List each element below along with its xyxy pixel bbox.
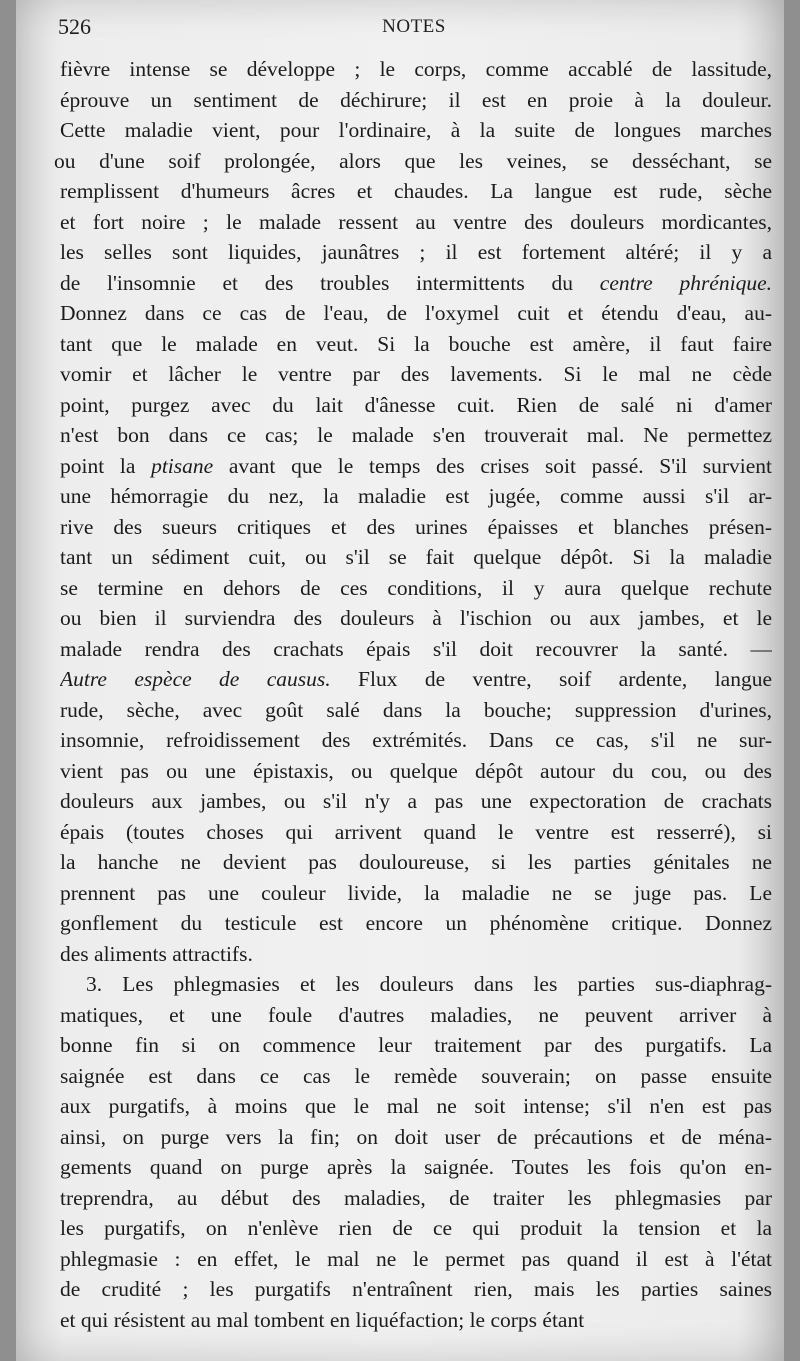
text-line — [60, 451, 772, 482]
text-run: ou d'une soif prolongée, alors que les veines, se desséchant, se — [54, 148, 772, 173]
text-run: gements quand on purge après la saignée. Toutes les fois qu'on en- — [60, 1155, 772, 1179]
text-run: tant que le malade en veut. Si la bouche est amère, il faut faire — [60, 331, 772, 356]
text-run: avant que le temps des crises soit passé. S'il survient — [213, 453, 772, 478]
page-number: 526 — [58, 14, 91, 39]
text-run: 3. Les phlegmasies et les douleurs dans les parties sus-diaphrag- — [86, 972, 772, 996]
italic-text: ptisane — [151, 453, 214, 478]
text-line — [60, 817, 772, 848]
text-line — [60, 1122, 772, 1153]
text-line — [60, 725, 772, 756]
text-line — [60, 1274, 772, 1305]
text-run: Flux de ventre, soif ardente, langue — [330, 667, 772, 691]
text-run: bonne fin si on commence leur traitement par des purgatifs. La — [60, 1033, 772, 1057]
text-line — [60, 878, 772, 909]
text-line — [60, 85, 772, 116]
text-run: les selles sont liquides, jaunâtres ; il est fortement altéré; il y a — [60, 240, 772, 264]
italic-text: centre phrénique. — [599, 270, 772, 295]
text-run: une hémorragie du nez, la maladie est jugée, comme aussi s'il ar- — [60, 484, 772, 508]
text-line — [60, 512, 772, 543]
text-run: prennent pas une couleur livide, la maladie ne se juge pas. Le — [60, 880, 772, 905]
text-run: point la — [60, 453, 152, 478]
text-run: ou bien il surviendra des douleurs à l'ischion ou aux jambes, et le — [60, 606, 772, 630]
italic-text: Autre espèce de causus. — [60, 667, 331, 691]
text-line — [60, 786, 772, 817]
text-run: aux purgatifs, à moins que le mal ne soit intense; s'il n'en est pas — [60, 1094, 772, 1118]
text-run: phlegmasie : en effet, le mal ne le permet pas quand il est à l'état — [60, 1246, 772, 1271]
text-line — [60, 1061, 772, 1092]
text-line — [60, 695, 772, 726]
text-run: se termine en dehors de ces conditions, il y aura quelque rechute — [60, 575, 772, 600]
text-line — [60, 54, 772, 85]
text-run: malade rendra des crachats épais s'il doit recouvrer la santé. — — [60, 636, 772, 661]
text-line — [60, 542, 772, 573]
text-line — [60, 115, 772, 146]
running-title: NOTES — [382, 16, 446, 37]
text-line — [54, 146, 772, 177]
text-run: éprouve un sentiment de déchirure; il est en proie à la douleur. — [60, 87, 772, 112]
text-line — [60, 268, 772, 299]
text-run: vomir et lâcher le ventre par des lavements. Si le mal ne cède — [60, 362, 772, 386]
body-text — [54, 54, 772, 1335]
text-line — [60, 847, 772, 878]
text-line — [60, 664, 772, 695]
text-run: gonflement du testicule est encore un phénomène critique. Donnez — [60, 911, 772, 935]
text-line — [60, 1000, 772, 1031]
text-run: les purgatifs, on n'enlève rien de ce qui produit la tension et la — [60, 1216, 772, 1240]
book-page — [16, 0, 784, 1361]
text-line — [60, 939, 772, 970]
text-line — [60, 207, 772, 238]
text-line — [60, 1030, 772, 1061]
text-run: treprendra, au début des maladies, de traiter les phlegmasies par — [60, 1185, 772, 1210]
text-line — [60, 481, 772, 512]
text-run: la hanche ne devient pas douloureuse, si les parties génitales ne — [60, 850, 772, 874]
text-run: tant un sédiment cuit, ou s'il se fait quelque dépôt. Si la maladie — [60, 545, 772, 569]
text-run: de l'insomnie et des troubles intermittents du — [60, 270, 600, 295]
text-run: et qui résistent au mal tombent en liquéfaction; le corps étant — [60, 1307, 585, 1332]
text-line — [60, 634, 772, 665]
text-run: remplissent d'humeurs âcres et chaudes. La langue est rude, sèche — [60, 179, 772, 203]
text-line — [60, 603, 772, 634]
page-header — [58, 14, 770, 48]
text-line — [60, 329, 772, 360]
text-run: de crudité ; les purgatifs n'entraînent rien, mais les parties saines — [60, 1277, 772, 1301]
text-line — [60, 969, 772, 1000]
text-run: fièvre intense se développe ; le corps, comme accablé de lassitude, — [60, 57, 772, 81]
text-run: n'est bon dans ce cas; le malade s'en trouverait mal. Ne permettez — [60, 423, 772, 447]
text-run: et fort noire ; le malade ressent au ventre des douleurs mordicantes, — [60, 209, 772, 234]
text-line — [60, 1244, 772, 1275]
text-line — [60, 298, 772, 329]
text-line — [60, 359, 772, 390]
text-run: matiques, et une foule d'autres maladies, ne peuvent arriver à — [60, 1002, 772, 1027]
text-run: des aliments attractifs. — [60, 941, 253, 966]
text-line — [60, 1213, 772, 1244]
text-line — [60, 1305, 772, 1336]
text-run: saignée est dans ce cas le remède souverain; on passe ensuite — [60, 1063, 772, 1088]
text-line — [60, 1183, 772, 1214]
text-line — [60, 176, 772, 207]
text-run: point, purgez avec du lait d'ânesse cuit. Rien de salé ni d'amer — [60, 392, 772, 417]
text-line — [60, 420, 772, 451]
text-run: épais (toutes choses qui arrivent quand le ventre est resserré), si — [60, 819, 772, 844]
text-run: vient pas ou une épistaxis, ou quelque dépôt autour du cou, ou des — [60, 758, 772, 783]
text-run: rude, sèche, avec goût salé dans la bouche; suppression d'urines, — [60, 697, 772, 722]
text-line — [60, 908, 772, 939]
text-run: ainsi, on purge vers la fin; on doit user de précautions et de ména- — [60, 1124, 772, 1149]
text-line — [60, 390, 772, 421]
text-run: insomnie, refroidissement des extrémités. Dans ce cas, s'il ne sur- — [60, 728, 772, 752]
text-line — [60, 1152, 772, 1183]
text-line — [60, 237, 772, 268]
text-line — [60, 1091, 772, 1122]
text-run: rive des sueurs critiques et des urines épaisses et blanches présen- — [60, 514, 772, 539]
text-run: Cette maladie vient, pour l'ordinaire, à la suite de longues marches — [60, 118, 772, 142]
text-line — [60, 573, 772, 604]
text-run: Donnez dans ce cas de l'eau, de l'oxymel cuit et étendu d'eau, au- — [60, 301, 772, 325]
text-run: douleurs aux jambes, ou s'il n'y a pas une expectoration de crachats — [60, 789, 772, 813]
text-line — [60, 756, 772, 787]
